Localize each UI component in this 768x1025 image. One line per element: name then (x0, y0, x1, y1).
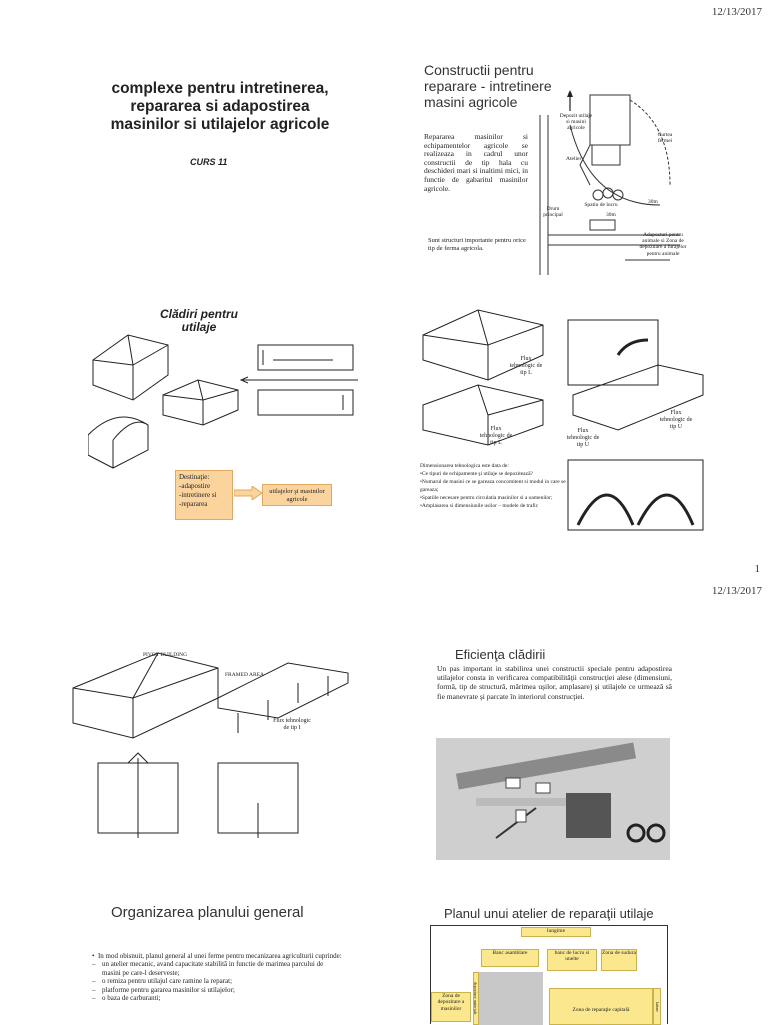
list-item: •Numarul de masini ce se gareaza concomitent si modul in care se gareaza; (420, 479, 566, 493)
slide6-title: Eficienţa clădirii (455, 647, 546, 662)
destinatie-box (175, 470, 233, 520)
scale-models-photo (436, 738, 670, 860)
slide1-title-line: masinilor si utilajelor agricole (110, 116, 330, 133)
north-label: N (568, 92, 572, 98)
slide7-title: Organizarea planului general (111, 904, 304, 921)
list-item: – o remiza pentru utilajul care ramine la reparat; (92, 977, 342, 985)
slide8-title: Planul unui atelier de reparaţii utilaje (444, 906, 654, 921)
building-plans (68, 638, 358, 838)
map-label-atelier: Atelier (566, 156, 582, 162)
label-framed-area: FRAMED AREA (225, 672, 264, 678)
plan-label-top: lungime (521, 927, 591, 937)
map-label-drum: Drum principal (543, 206, 563, 219)
list-item: – un atelier mecanic, avand capacitate stabilită in functie de marimea parcului de masini pe care-l deserveste; (92, 960, 342, 977)
dimensionare-list (420, 462, 570, 510)
destinatie-line: -intretinere si (179, 491, 217, 499)
map-label-adaposturi: Adaposturi pentru animale si Zona de depozitare a furajelor pentru animale (639, 232, 687, 257)
slide2-note: Sunt structuri importante pentru orice tip de ferma agricola. (428, 237, 526, 252)
slide3-title-line: Clădiri pentru (160, 307, 239, 321)
arrow-right-icon (234, 486, 262, 500)
slide1-title-line: complexe pentru intretinerea, (111, 80, 329, 97)
slide1-title-line: repararea si adapostirea (130, 98, 310, 115)
slide7-intro: • In mod obisnuit, planul general al unei ferme pentru mecanizarea agriculturii cuprinde: (92, 952, 342, 960)
slide2-title-line: Constructii pentru (424, 62, 534, 78)
list-item: – platforme pentru gararea masinilor si utilajelor; (92, 986, 342, 994)
date-top: 12/13/2017 (711, 6, 762, 18)
slide7-intro-text: In mod obisnuit, planul general al unei ferme pentru mecanizarea agriculturii cuprinde: (97, 952, 342, 960)
destinatie-target-box: utilajelor şi masinilor agricole (262, 484, 332, 506)
flux-label-i: Flux tehnologic de tip I (273, 718, 311, 731)
destinatie-line: Destinaţie: (179, 473, 210, 481)
slide6-paragraph: Un pas important in stabilirea unei constructii speciale pentru adapostirea utilajelor consta in verificarea compatibilităţii construcţiei alese (dimensiuni, formă, tip de structură, mărimea uşilor, amplasare) şi utilajele ce urmează să fie manevrate şi parcate în interiorul construcţiei. (437, 664, 672, 701)
slide2-title-line: reparare - intretinere (424, 78, 552, 94)
list-item: – o baza de carburanti; (92, 994, 342, 1002)
flux-label-l2: Flux tehnologic de tip L (479, 426, 513, 446)
list-item: •Spatiile necesare pentru circulatia masinilor si a oamenilor; (420, 495, 553, 501)
map-label-depozit: Depozit utilaje si masini agricole (559, 113, 593, 132)
slide7-body (92, 952, 342, 1002)
list-item: •Amplasarea si dimensiunile usilor – modele de trafic (420, 503, 539, 509)
plan-label-zona-sudura: Zona de sudura (601, 949, 637, 971)
plan-label-side-left: depozitare materiale (473, 972, 479, 1025)
label-pivot-building: PIVOT BUILDING (143, 652, 188, 658)
date-mid: 12/13/2017 (711, 585, 762, 597)
dimensionare-heading: Dimensionarea tehnologica este data de: (420, 463, 509, 469)
slide2-paragraph: Repararea masinilor si echipamentelor agricole se realizeaza in cadrul unor constructii de tip hala cu deschideri mari si inaltimi mici, in functie de gabaritul masinilor agricole. (424, 132, 528, 193)
plan-label-side-right: latime (653, 988, 661, 1025)
map-label-curtea: Curtea fermei (657, 132, 673, 145)
destinatie-line: -repararea (179, 500, 208, 508)
flux-label-u2: Flux tehnologic de tip U (659, 410, 693, 430)
map-label-30m-b: 30m (606, 212, 616, 218)
slide1-title (90, 80, 350, 134)
flux-label-l1: Flux tehnologic de tip L (509, 356, 543, 376)
plan-label-zona-depozitare: Zona de depozitare a masinilor (431, 992, 471, 1022)
flux-label-u1: Flux tehnologic de tip U (566, 428, 600, 448)
list-item: •Ce tipuri de echipamente şi utilaje se depozitează? (420, 471, 533, 477)
slide1-subtitle: CURS 11 (190, 157, 228, 167)
plan-label-zona-reparatie: Zona de reparaţie capitală (549, 988, 653, 1025)
workshop-plan (430, 925, 668, 1024)
page-number: 1 (754, 563, 760, 575)
destinatie-line: -adapostire (179, 482, 211, 490)
slide3-title-line: utilaje (181, 320, 217, 334)
plan-label-banc-lucru: banc de lucru si unelte (547, 949, 597, 971)
slide2-title-line: masini agricole (424, 94, 518, 110)
plan-label-banc-asamblare: Banc asamblare (481, 949, 539, 967)
plan-gray-area (479, 972, 543, 1025)
building-sketches (88, 320, 358, 470)
map-label-30m-a: 30m (648, 199, 658, 205)
map-label-spatiu: Spatiu de lucru (584, 202, 618, 208)
